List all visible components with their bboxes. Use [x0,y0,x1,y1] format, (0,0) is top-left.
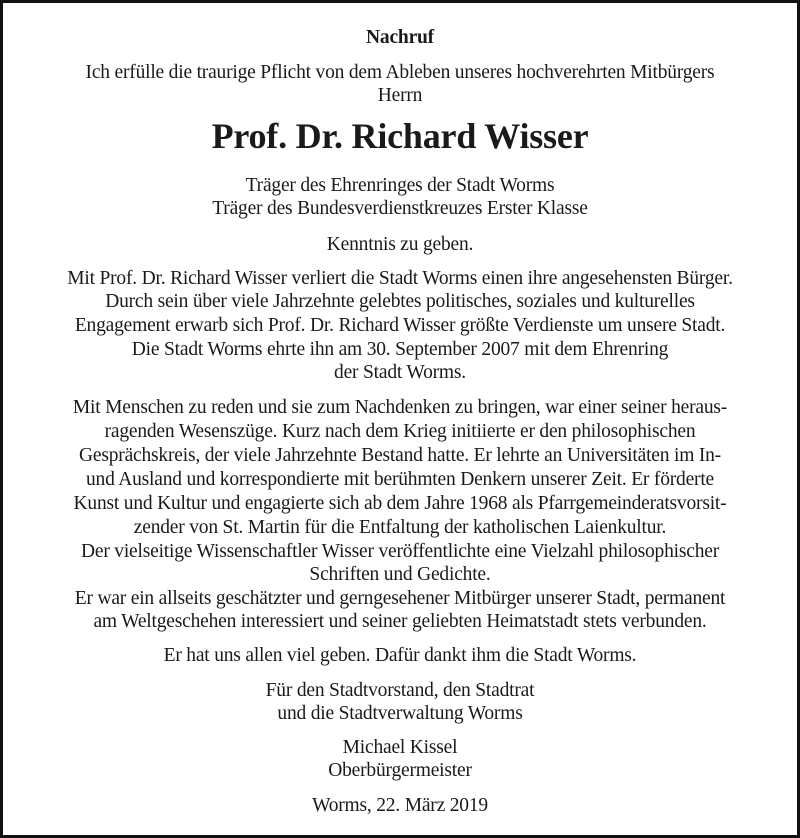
deceased-name: Prof. Dr. Richard Wisser [211,116,589,156]
paragraph1-line: Mit Prof. Dr. Richard Wisser verliert die Stadt Worms einen ihre angesehensten Bürger. [67,268,733,289]
paragraph1-line: der Stadt Worms. [334,362,466,383]
intro-line: Ich erfülle die traurige Pflicht von dem Ableben unseres hochverehrten Mitbürgers [85,62,715,83]
paragraph2-line: Er war ein allseits geschätzter und gerngesehener Mitbürger unserer Stadt, permanent [74,588,726,609]
paragraph2-line: Der vielseitige Wissenschaftler Wisser veröffentlichte eine Vielzahl philosophischer [80,541,720,562]
honor-line: Träger des Ehrenringes der Stadt Worms [245,175,555,196]
paragraph2-line: Schriften und Gedichte. [309,564,491,585]
paragraph1-line: Durch sein über viele Jahrzehnte gelebtes politisches, soziales und kulturelles [105,291,695,312]
heading: Nachruf [366,27,434,48]
on-behalf-line: Für den Stadtvorstand, den Stadtrat [265,680,535,701]
intro-line: Herrn [377,85,423,106]
paragraph2-line: und Ausland und korrespondierte mit berühmten Denkern unserer Zeit. Er förderte [85,469,715,490]
paragraph2-line: Kunst und Kultur und engagierte sich ab dem Jahre 1968 als Pfarrgemeinderatsvorsit- [73,493,727,514]
on-behalf-line: und die Stadtverwaltung Worms [277,703,523,724]
paragraph2-line: zender von St. Martin für die Entfaltung der katholischen Laienkultur. [133,517,667,538]
signatory-name: Michael Kissel [342,737,458,758]
paragraph1-line: Engagement erwarb sich Prof. Dr. Richard Wisser größte Verdienste um unsere Stadt. [74,315,726,336]
paragraph2-line: Mit Menschen zu reden und sie zum Nachdenken zu bringen, war einer seiner heraus- [72,397,728,418]
thanks-line: Er hat uns allen viel geben. Dafür dankt ihm die Stadt Worms. [163,645,637,666]
place-date: Worms, 22. März 2019 [312,795,488,816]
paragraph2-line: ragenden Wesenszüge. Kurz nach dem Krieg initiierte er den philosophischen [104,421,696,442]
announce-line: Kenntnis zu geben. [326,234,474,255]
signatory-title: Oberbürgermeister [328,760,472,781]
paragraph1-line: Die Stadt Worms ehrte ihn am 30. September 2007 mit dem Ehrenring [131,339,669,360]
honor-line: Träger des Bundesverdienstkreuzes Erster Klasse [212,198,588,219]
paragraph2-line: Gesprächskreis, der viele Jahrzehnte Bestand hatte. Er lehrte an Universitäten im In- [79,445,721,466]
paragraph2-line: am Weltgeschehen interessiert und seiner geliebten Heimatstadt stets verbunden. [93,611,707,632]
